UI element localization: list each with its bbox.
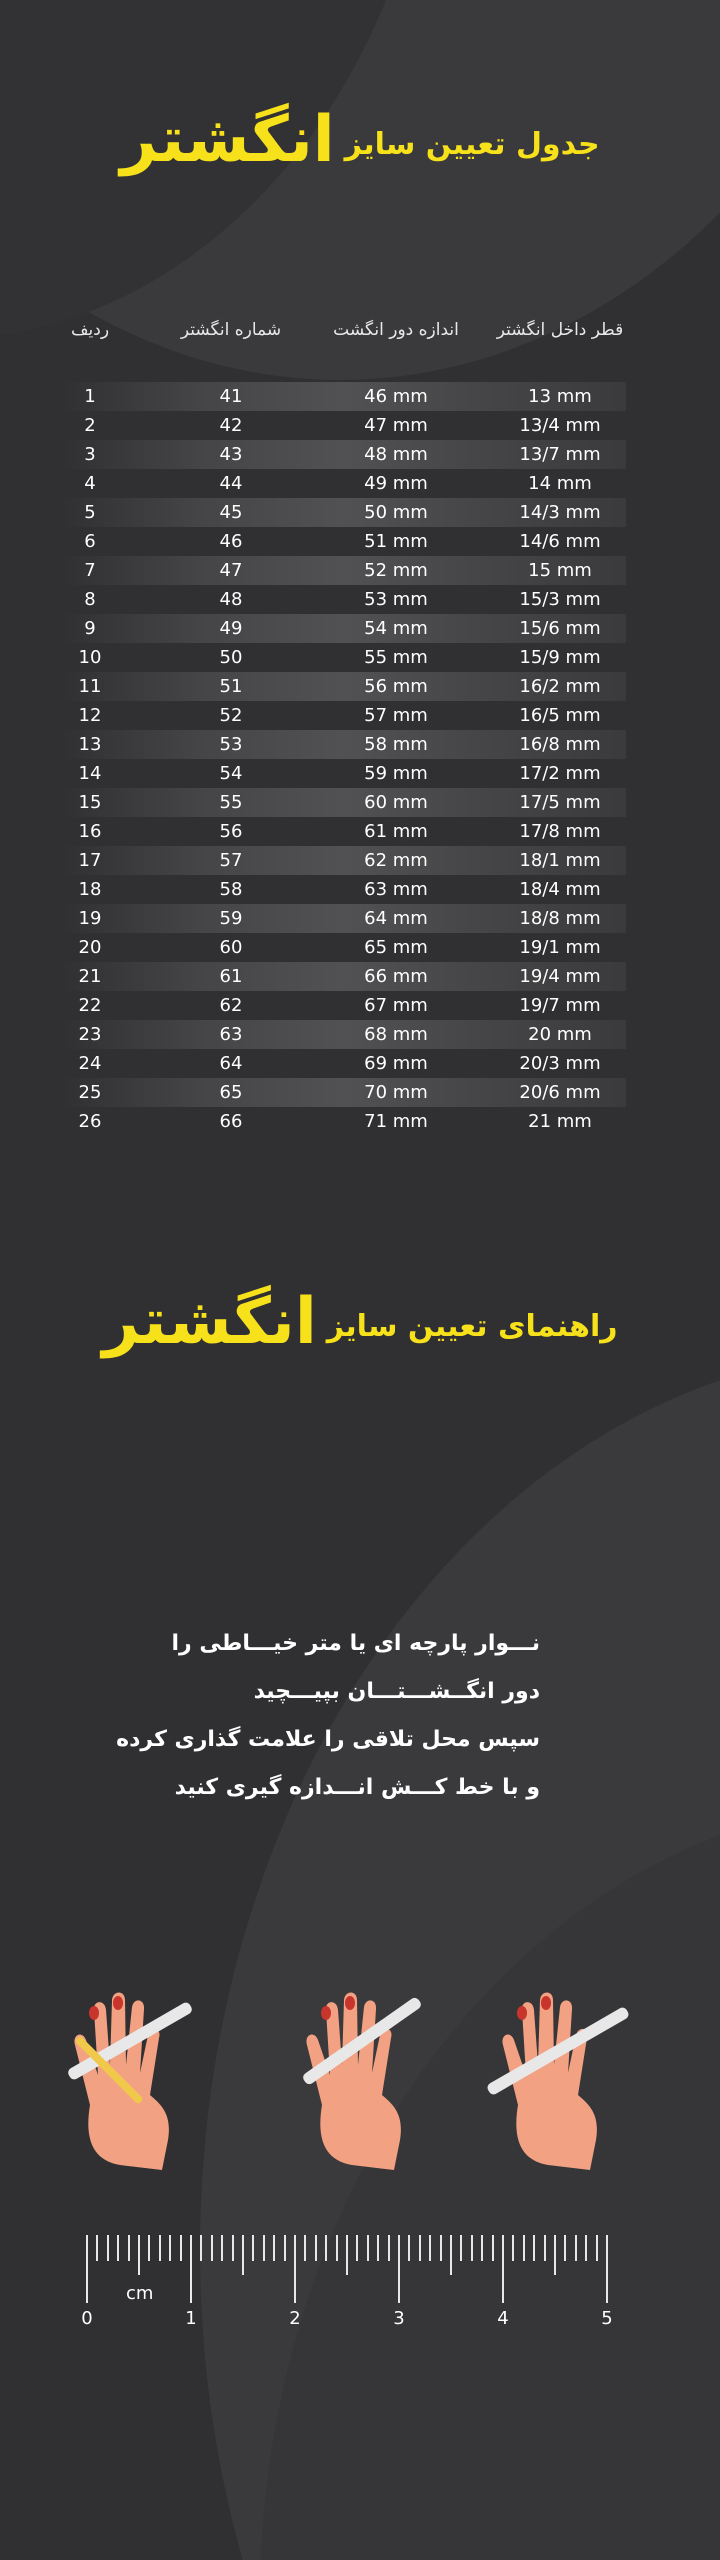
cell-inner-diameter: 19/1 mm bbox=[519, 937, 601, 958]
cell-inner-diameter: 20 mm bbox=[528, 1024, 592, 1045]
cell-row-number: 21 bbox=[78, 966, 102, 987]
cell-ring-number: 63 bbox=[219, 1024, 243, 1045]
ruler-tick bbox=[96, 2235, 98, 2261]
table-row bbox=[60, 788, 626, 817]
ruler-tick bbox=[148, 2235, 150, 2261]
ruler-tick bbox=[564, 2235, 566, 2261]
table-row bbox=[60, 701, 626, 730]
cell-finger-circumference: 61 mm bbox=[364, 821, 428, 842]
table-row bbox=[60, 991, 626, 1020]
table-row bbox=[60, 411, 626, 440]
ruler-number: 2 bbox=[289, 2308, 301, 2329]
table-row bbox=[60, 556, 626, 585]
cell-ring-number: 60 bbox=[219, 937, 243, 958]
cell-ring-number: 55 bbox=[219, 792, 243, 813]
ruler-tick bbox=[128, 2235, 130, 2261]
ruler-tick bbox=[367, 2235, 369, 2261]
ruler-tick bbox=[294, 2235, 296, 2303]
cell-ring-number: 59 bbox=[219, 908, 243, 929]
ruler-tick bbox=[180, 2235, 182, 2261]
cell-ring-number: 46 bbox=[219, 531, 243, 552]
cell-ring-number: 54 bbox=[219, 763, 243, 784]
ruler-tick bbox=[419, 2235, 421, 2261]
cell-inner-diameter: 18/4 mm bbox=[519, 879, 601, 900]
ruler-tick bbox=[471, 2235, 473, 2261]
instruction-line: نـــوار پارچه ای یا متر خیـــاطی را bbox=[171, 1631, 540, 1656]
ruler-tick bbox=[346, 2235, 348, 2275]
cell-finger-circumference: 58 mm bbox=[364, 734, 428, 755]
table-row bbox=[60, 498, 626, 527]
table-row bbox=[60, 585, 626, 614]
cell-finger-circumference: 51 mm bbox=[364, 531, 428, 552]
cell-ring-number: 51 bbox=[219, 676, 243, 697]
ruler-tick bbox=[388, 2235, 390, 2261]
hand-measuring-icon bbox=[282, 1955, 432, 2185]
table-row bbox=[60, 469, 626, 498]
ruler-tick bbox=[429, 2235, 431, 2261]
cell-ring-number: 42 bbox=[219, 415, 243, 436]
cell-inner-diameter: 14/6 mm bbox=[519, 531, 601, 552]
ruler-tick bbox=[460, 2235, 462, 2261]
ruler-tick bbox=[263, 2235, 265, 2261]
cell-ring-number: 41 bbox=[219, 386, 243, 407]
cell-inner-diameter: 16/2 mm bbox=[519, 676, 601, 697]
ruler-tick bbox=[169, 2235, 171, 2261]
cell-ring-number: 62 bbox=[219, 995, 243, 1016]
ruler-number: 3 bbox=[393, 2308, 405, 2329]
cell-row-number: 7 bbox=[84, 560, 96, 581]
ruler-tick bbox=[492, 2235, 494, 2261]
ruler-tick bbox=[273, 2235, 275, 2261]
cell-inner-diameter: 18/8 mm bbox=[519, 908, 601, 929]
ruler-tick bbox=[377, 2235, 379, 2261]
ruler-tick bbox=[190, 2235, 192, 2303]
cell-inner-diameter: 17/2 mm bbox=[519, 763, 601, 784]
ring-size-table bbox=[60, 320, 626, 1132]
cell-finger-circumference: 63 mm bbox=[364, 879, 428, 900]
cell-inner-diameter: 15/9 mm bbox=[519, 647, 601, 668]
cell-row-number: 14 bbox=[78, 763, 102, 784]
cell-row-number: 1 bbox=[84, 386, 96, 407]
cell-finger-circumference: 68 mm bbox=[364, 1024, 428, 1045]
ruler-tick bbox=[325, 2235, 327, 2261]
cell-finger-circumference: 67 mm bbox=[364, 995, 428, 1016]
cell-inner-diameter: 18/1 mm bbox=[519, 850, 601, 871]
cell-finger-circumference: 60 mm bbox=[364, 792, 428, 813]
ruler-tick bbox=[138, 2235, 140, 2275]
ruler-tick bbox=[211, 2235, 213, 2261]
cell-finger-circumference: 46 mm bbox=[364, 386, 428, 407]
ruler-tick bbox=[315, 2235, 317, 2261]
cell-row-number: 17 bbox=[78, 850, 102, 871]
cell-ring-number: 49 bbox=[219, 618, 243, 639]
ruler-number: 0 bbox=[81, 2308, 93, 2329]
ruler-tick bbox=[512, 2235, 514, 2261]
cell-inner-diameter: 15/3 mm bbox=[519, 589, 601, 610]
hand-measuring-icon bbox=[50, 1955, 200, 2185]
table-row bbox=[60, 875, 626, 904]
cell-row-number: 2 bbox=[84, 415, 96, 436]
cell-ring-number: 50 bbox=[219, 647, 243, 668]
cell-ring-number: 57 bbox=[219, 850, 243, 871]
cell-row-number: 19 bbox=[78, 908, 102, 929]
cell-finger-circumference: 48 mm bbox=[364, 444, 428, 465]
cell-row-number: 9 bbox=[84, 618, 96, 639]
table-row bbox=[60, 759, 626, 788]
cell-inner-diameter: 15 mm bbox=[528, 560, 592, 581]
ruler-tick bbox=[336, 2235, 338, 2261]
ruler-tick bbox=[221, 2235, 223, 2261]
table-body bbox=[60, 382, 626, 1136]
ruler-tick bbox=[554, 2235, 556, 2275]
cell-row-number: 22 bbox=[78, 995, 102, 1016]
ruler-tick bbox=[533, 2235, 535, 2261]
cell-ring-number: 65 bbox=[219, 1082, 243, 1103]
ruler-tick bbox=[86, 2235, 88, 2303]
ruler-tick bbox=[159, 2235, 161, 2261]
cell-row-number: 24 bbox=[78, 1053, 102, 1074]
cell-finger-circumference: 49 mm bbox=[364, 473, 428, 494]
table-header bbox=[60, 320, 626, 360]
cell-inner-diameter: 20/6 mm bbox=[519, 1082, 601, 1103]
cell-ring-number: 56 bbox=[219, 821, 243, 842]
cell-row-number: 6 bbox=[84, 531, 96, 552]
instruction-line: دور انگــشـــتـــان بپیـــچید bbox=[253, 1679, 540, 1704]
ruler-tick bbox=[252, 2235, 254, 2261]
cell-row-number: 20 bbox=[78, 937, 102, 958]
size-table-title-small: جدول تعیین سایز bbox=[344, 127, 600, 162]
cell-inner-diameter: 13/7 mm bbox=[519, 444, 601, 465]
ruler-tick bbox=[440, 2235, 442, 2261]
cell-finger-circumference: 69 mm bbox=[364, 1053, 428, 1074]
header-ring-number: شماره انگشتر bbox=[180, 320, 282, 340]
table-row bbox=[60, 672, 626, 701]
cell-inner-diameter: 19/4 mm bbox=[519, 966, 601, 987]
cell-row-number: 12 bbox=[78, 705, 102, 726]
cell-row-number: 3 bbox=[84, 444, 96, 465]
cell-ring-number: 45 bbox=[219, 502, 243, 523]
table-row bbox=[60, 1107, 626, 1136]
cell-ring-number: 43 bbox=[219, 444, 243, 465]
cell-finger-circumference: 52 mm bbox=[364, 560, 428, 581]
cell-inner-diameter: 17/5 mm bbox=[519, 792, 601, 813]
cell-ring-number: 53 bbox=[219, 734, 243, 755]
table-row bbox=[60, 440, 626, 469]
cell-inner-diameter: 13/4 mm bbox=[519, 415, 601, 436]
cell-row-number: 26 bbox=[78, 1111, 102, 1132]
table-row bbox=[60, 962, 626, 991]
header-finger-circumference: اندازه دور انگشت bbox=[333, 320, 459, 340]
cell-ring-number: 44 bbox=[219, 473, 243, 494]
cell-row-number: 4 bbox=[84, 473, 96, 494]
ruler-tick bbox=[544, 2235, 546, 2261]
ruler-tick bbox=[596, 2235, 598, 2261]
table-row bbox=[60, 1078, 626, 1107]
cell-finger-circumference: 62 mm bbox=[364, 850, 428, 871]
ruler-tick bbox=[502, 2235, 504, 2303]
ruler-tick bbox=[284, 2235, 286, 2261]
table-row bbox=[60, 904, 626, 933]
cell-finger-circumference: 47 mm bbox=[364, 415, 428, 436]
ruler-tick bbox=[585, 2235, 587, 2261]
cell-finger-circumference: 53 mm bbox=[364, 589, 428, 610]
ruler-tick bbox=[408, 2235, 410, 2261]
header-inner-diameter: قطر داخل انگشتر bbox=[496, 320, 624, 340]
table-row bbox=[60, 730, 626, 759]
ruler-tick bbox=[575, 2235, 577, 2261]
cell-inner-diameter: 17/8 mm bbox=[519, 821, 601, 842]
cell-inner-diameter: 14 mm bbox=[528, 473, 592, 494]
table-row bbox=[60, 382, 626, 411]
ruler-tick bbox=[356, 2235, 358, 2261]
instructions bbox=[116, 1620, 540, 1812]
table-row bbox=[60, 933, 626, 962]
cell-finger-circumference: 65 mm bbox=[364, 937, 428, 958]
table-row bbox=[60, 1049, 626, 1078]
ruler-tick bbox=[450, 2235, 452, 2275]
ruler-tick bbox=[107, 2235, 109, 2261]
table-row bbox=[60, 527, 626, 556]
table-row bbox=[60, 846, 626, 875]
cell-finger-circumference: 56 mm bbox=[364, 676, 428, 697]
ruler-tick bbox=[523, 2235, 525, 2261]
ruler-tick bbox=[398, 2235, 400, 2303]
cell-inner-diameter: 16/8 mm bbox=[519, 734, 601, 755]
table-row bbox=[60, 817, 626, 846]
cell-finger-circumference: 50 mm bbox=[364, 502, 428, 523]
ruler-tick bbox=[232, 2235, 234, 2261]
cell-row-number: 8 bbox=[84, 589, 96, 610]
table-row bbox=[60, 1020, 626, 1049]
cell-row-number: 10 bbox=[78, 647, 102, 668]
instruction-line: سپس محل تلاقی را علامت گذاری کرده bbox=[116, 1727, 540, 1752]
cell-inner-diameter: 21 mm bbox=[528, 1111, 592, 1132]
instruction-line: و با خط کـــش انـــدازه گیری کنید bbox=[174, 1775, 540, 1800]
cell-ring-number: 64 bbox=[219, 1053, 243, 1074]
cell-row-number: 13 bbox=[78, 734, 102, 755]
ruler-number: 5 bbox=[601, 2308, 613, 2329]
cell-inner-diameter: 14/3 mm bbox=[519, 502, 601, 523]
cell-row-number: 15 bbox=[78, 792, 102, 813]
cell-finger-circumference: 57 mm bbox=[364, 705, 428, 726]
cell-finger-circumference: 70 mm bbox=[364, 1082, 428, 1103]
size-guide-title-big: انگشتر bbox=[102, 1285, 317, 1359]
cell-finger-circumference: 55 mm bbox=[364, 647, 428, 668]
cell-finger-circumference: 66 mm bbox=[364, 966, 428, 987]
ruler-tick bbox=[481, 2235, 483, 2261]
cell-inner-diameter: 20/3 mm bbox=[519, 1053, 601, 1074]
cell-ring-number: 58 bbox=[219, 879, 243, 900]
cell-finger-circumference: 54 mm bbox=[364, 618, 428, 639]
cell-inner-diameter: 13 mm bbox=[528, 386, 592, 407]
cell-row-number: 5 bbox=[84, 502, 96, 523]
table-row bbox=[60, 643, 626, 672]
ruler-tick bbox=[242, 2235, 244, 2275]
cell-row-number: 23 bbox=[78, 1024, 102, 1045]
ruler-tick bbox=[606, 2235, 608, 2303]
ruler-number: 1 bbox=[185, 2308, 197, 2329]
cell-inner-diameter: 15/6 mm bbox=[519, 618, 601, 639]
ruler-number: 4 bbox=[497, 2308, 509, 2329]
cell-ring-number: 61 bbox=[219, 966, 243, 987]
cell-row-number: 16 bbox=[78, 821, 102, 842]
ruler bbox=[81, 2235, 616, 2355]
ruler-unit: cm bbox=[126, 2283, 154, 2304]
cell-ring-number: 66 bbox=[219, 1111, 243, 1132]
ruler-tick bbox=[304, 2235, 306, 2261]
cell-ring-number: 48 bbox=[219, 589, 243, 610]
size-guide-title-small: راهنمای تعیین سایز bbox=[326, 1309, 618, 1344]
size-guide-title bbox=[0, 1285, 720, 1359]
ruler-tick bbox=[117, 2235, 119, 2261]
size-table-title bbox=[0, 103, 720, 177]
cell-inner-diameter: 16/5 mm bbox=[519, 705, 601, 726]
cell-row-number: 18 bbox=[78, 879, 102, 900]
cell-finger-circumference: 71 mm bbox=[364, 1111, 428, 1132]
hand-measuring-icon bbox=[478, 1955, 638, 2185]
size-table-title-big: انگشتر bbox=[120, 103, 335, 177]
cell-ring-number: 52 bbox=[219, 705, 243, 726]
cell-inner-diameter: 19/7 mm bbox=[519, 995, 601, 1016]
cell-row-number: 11 bbox=[78, 676, 102, 697]
table-row bbox=[60, 614, 626, 643]
ruler-tick bbox=[200, 2235, 202, 2261]
cell-row-number: 25 bbox=[78, 1082, 102, 1103]
cell-ring-number: 47 bbox=[219, 560, 243, 581]
cell-finger-circumference: 64 mm bbox=[364, 908, 428, 929]
header-row-number: ردیف bbox=[70, 320, 110, 340]
cell-finger-circumference: 59 mm bbox=[364, 763, 428, 784]
